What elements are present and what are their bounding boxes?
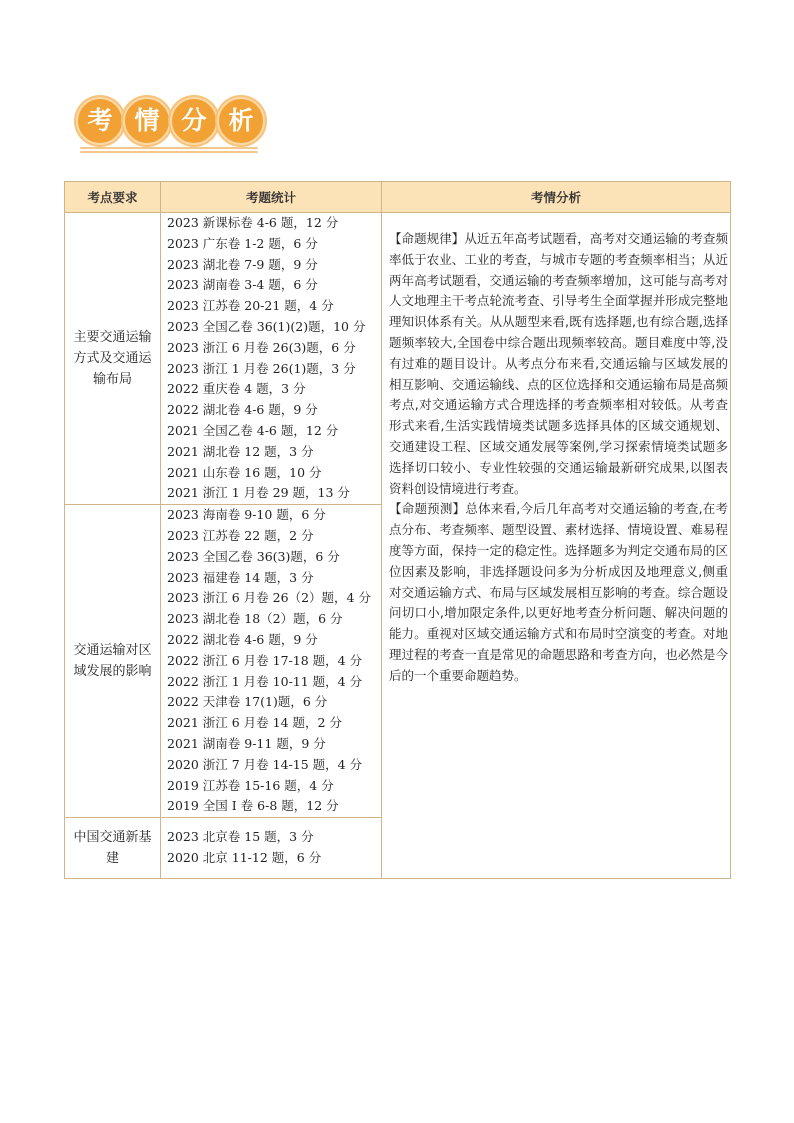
exam-item: 2021 浙江 6 月卷 14 题，2 分 bbox=[167, 715, 342, 731]
exam-item: 2020 浙江 7 月卷 14-15 题，4 分 bbox=[167, 756, 363, 772]
banner-char: 情 bbox=[123, 97, 171, 145]
exam-item: 2022 天津卷 17(1)题，6 分 bbox=[167, 694, 328, 710]
exam-item: 2021 全国乙卷 4-6 题，12 分 bbox=[167, 422, 339, 438]
exam-item: 2023 浙江 6 月卷 26(3)题，6 分 bbox=[167, 339, 356, 355]
analysis-forecast-paragraph: 【命题预测】总体来看,今后几年高考对交通运输的考查,在考点分布、考查频率、题型设置、素材选择、情境设置、难易程度等方面，保持一定的稳定性。选择题多为判定交通布局的区位因素及影响，非选择题设问多为分析成因及地理意义,侧重对交通运输方式、布局与区域发展相互影响的考查。综合题设问切口小,增加限定条件,以更好地考查分析问题、解决问题的能力。重视对区域交通运输方式和布局时空演变的考查。对地理过程的考查一直是常见的命题思路和考查方向，也必然是今后的一个重要命题趋势。 bbox=[389, 501, 728, 683]
banner-char: 分 bbox=[170, 97, 218, 145]
exam-item: 2019 江苏卷 15-16 题，4 分 bbox=[167, 777, 334, 793]
exam-item: 2021 湖北卷 12 题，3 分 bbox=[167, 443, 314, 459]
statistics-cell bbox=[161, 213, 382, 505]
header-analysis: 考情分析 bbox=[382, 182, 731, 213]
exam-item: 2023 湖南卷 3-4 题，6 分 bbox=[167, 277, 318, 293]
analysis-table bbox=[64, 181, 731, 879]
exam-item: 2023 全国乙卷 36(3)题，6 分 bbox=[167, 548, 340, 564]
exam-item: 2023 广东卷 1-2 题，6 分 bbox=[167, 235, 318, 251]
exam-item: 2022 湖北卷 4-6 题，9 分 bbox=[167, 631, 318, 647]
exam-item: 2022 浙江 1 月卷 10-11 题，4 分 bbox=[167, 673, 363, 689]
requirement-cell: 主要交通运输方式及交通运输布局 bbox=[65, 213, 161, 505]
requirement-cell: 中国交通新基建 bbox=[65, 818, 161, 879]
exam-item: 2022 湖北卷 4-6 题，9 分 bbox=[167, 402, 318, 418]
statistics-cell bbox=[161, 818, 382, 879]
section-banner bbox=[76, 95, 276, 159]
table-header-row bbox=[65, 182, 731, 213]
header-requirement: 考点要求 bbox=[65, 182, 161, 213]
exam-item: 2023 江苏卷 22 题，2 分 bbox=[167, 527, 314, 543]
statistics-cell bbox=[161, 505, 382, 818]
exam-item: 2023 海南卷 9-10 题，6 分 bbox=[167, 507, 326, 523]
banner-underline bbox=[80, 147, 258, 155]
table-row bbox=[65, 213, 731, 505]
exam-item: 2020 北京 11-12 题，6 分 bbox=[167, 850, 322, 866]
exam-item: 2023 北京卷 15 题，3 分 bbox=[167, 829, 314, 845]
analysis-rule-paragraph: 【命题规律】从近五年高考试题看，高考对交通运输的考查频率低于农业、工业的考查，与城市专题的考查频率相当；从近两年高考试题看，交通运输的考查频率增加，这可能与高考对人文地理主干考点轮流考查、引导考生全面掌握并形成完整地理知识体系有关。从从题型来看,既有选择题,也有综合题,选择题频率较大,全国卷中综合题出现频率较高。题目难度中等,没有过难的题目设计。从考点分布来看,交通运输与区域发展的相互影响、交通运输线、点的区位选择和交通运输布局是高频考点,对交通运输方式合理选择的考查频率相对较低。从考查形式来看,生活实践情境类试题多选择具体的区域交通规划、交通建设工程、区域交通发展等案例,学习探索情境类试题多选择切口较小、专业性较强的交通运输最新研究成果,以图表资料创设情境进行考查。 bbox=[389, 231, 728, 496]
exam-item: 2022 浙江 6 月卷 17-18 题，4 分 bbox=[167, 652, 363, 668]
exam-item: 2021 山东卷 16 题，10 分 bbox=[167, 464, 322, 480]
exam-item: 2023 浙江 6 月卷 26（2）题，4 分 bbox=[167, 590, 371, 606]
exam-item: 2023 浙江 1 月卷 26(1)题，3 分 bbox=[167, 360, 356, 376]
banner-char: 考 bbox=[76, 97, 124, 145]
exam-item: 2023 湖北卷 18（2）题，6 分 bbox=[167, 611, 343, 627]
exam-item: 2023 江苏卷 20-21 题，4 分 bbox=[167, 298, 334, 314]
exam-item: 2021 湖南卷 9-11 题，9 分 bbox=[167, 735, 326, 751]
banner-char: 析 bbox=[217, 97, 265, 145]
exam-item: 2022 重庆卷 4 题，3 分 bbox=[167, 381, 306, 397]
analysis-cell bbox=[382, 213, 731, 879]
exam-item: 2021 浙江 1 月卷 29 题，13 分 bbox=[167, 485, 350, 501]
exam-item: 2023 全国乙卷 36(1)(2)题，10 分 bbox=[167, 318, 366, 334]
exam-item: 2019 全国 I 卷 6-8 题，12 分 bbox=[167, 798, 339, 814]
exam-item: 2023 湖北卷 7-9 题，9 分 bbox=[167, 256, 318, 272]
header-statistics: 考题统计 bbox=[161, 182, 382, 213]
exam-item: 2023 福建卷 14 题，3 分 bbox=[167, 569, 314, 585]
requirement-cell: 交通运输对区域发展的影响 bbox=[65, 505, 161, 818]
exam-item: 2023 新课标卷 4-6 题，12 分 bbox=[167, 215, 339, 230]
